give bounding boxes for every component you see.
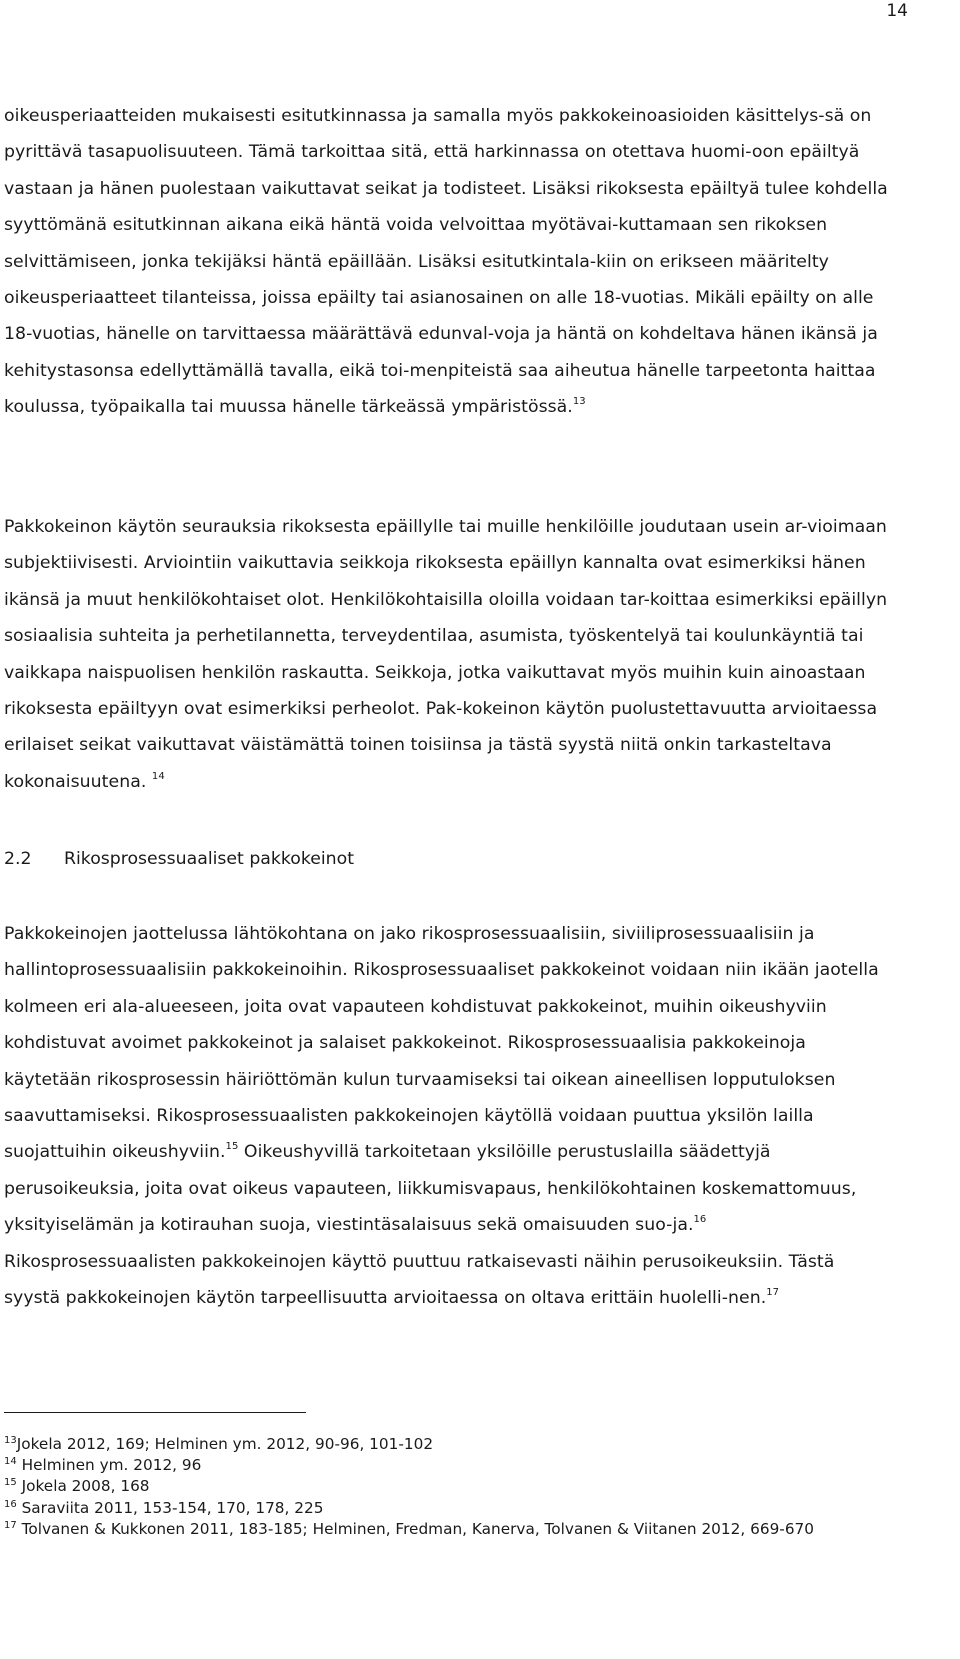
footnote-mark: 15 [4,1477,17,1489]
footnote-text: Saraviita 2011, 153-154, 170, 178, 225 [16,1498,324,1517]
paragraph-text: Pakkokeinojen jaottelussa lähtökohtana on jako rikosprosessuaalisiin, siviiliprosessuaalisiin ja hallintoprosessuaalisiin pakkokeinoihin. Rikosprosessuaaliset pakkokeinot voidaan niin ikään jaotella kolmeen eri ala-alueeseen, joita ovat vapauteen kohdistuvat pakkokeinot, muihin oikeushyviin kohdistuvat avoimet pakkokeinot ja salaiset pakkokeinot. Rikosprosessuaalisia pakkokeinoja käytetään rikosprosessin häiriöttömän kulun turvaamiseksi tai oikean aineellisen lopputuloksen saavuttamiseksi. Rikosprosessuaalisten pakkokeinojen käytöllä voidaan puuttua yksilön lailla suojattuihin oikeushyviin. [4,924,879,1163]
footnote-mark: 16 [4,1498,17,1510]
footnote [4,1434,894,1455]
footnote-text: Jokela 2008, 168 [16,1477,150,1496]
section-number: 2.2 [4,849,32,869]
body-paragraph [4,916,894,1316]
body-paragraph [4,98,894,426]
paragraph-text: Oikeushyvillä tarkoitetaan yksilöille perustuslailla säädettyjä perusoikeuksia, joita ovat oikeus vapauteen, liikkumisvapaus, henkilökohtainen koskemattomuus, yksityiselämän ja kotirauhan suoja, viestintäsalaisuus sekä omaisuuden suo-ja. [4,1142,857,1236]
footnote-text: Jokela 2012, 169; Helminen ym. 2012, 90-96, 101-102 [16,1435,434,1453]
footnote [4,1498,894,1519]
footnote-reference: 16 [693,1214,707,1226]
footnote-mark: 13 [4,1435,17,1446]
body-paragraph [4,509,894,800]
footnote-reference: 17 [766,1287,780,1299]
footnote-divider [4,1412,306,1413]
footnote-reference: 15 [225,1141,239,1153]
section-title: Rikosprosessuaaliset pakkokeinot [64,849,354,869]
footnote [4,1455,894,1476]
footnote-text: Tolvanen & Kukkonen 2011, 183-185; Helminen, Fredman, Kanerva, Tolvanen & Viitanen 2012, 669-670 [16,1519,815,1538]
page-number: 14 [886,1,908,21]
footnote-reference: 14 [151,770,165,782]
footnote-mark: 17 [4,1519,17,1531]
footnote [4,1476,894,1497]
paragraph-text: Pakkokeinon käytön seurauksia rikoksesta epäillylle tai muille henkilöille joudutaan usein ar-vioimaan subjektiivisesti. Arviointiin vaikuttavia seikkoja rikoksesta epäillyn kannalta ovat esimerkiksi hänen ikänsä ja muut henkilökohtaiset olot. Henkilökohtaisilla oloilla voidaan tar-koittaa esimerkiksi epäillyn sosiaalisia suhteita ja perhetilannetta, terveydentilaa, asumista, työskentelyä tai koulunkäyntiä tai vaikkapa naispuolisen henkilön raskautta. Seikkoja, jotka vaikuttavat myös muihin kuin ainoastaan rikoksesta epäiltyyn ovat esimerkiksi perheolot. Pak-kokeinon käytön puolustettavuutta arvioitaessa erilaiset seikat vaikuttavat väistämättä toinen toisiinsa ja tästä syystä niitä onkin tarkasteltava kokonaisuutena. [4,517,888,792]
footnotes [4,1434,894,1540]
paragraph-text: Rikosprosessuaalisten pakkokeinojen käyttö puuttuu ratkaisevasti näihin perusoikeuksiin. Tästä syystä pakkokeinojen käytön tarpeellisuutta arvioitaessa on oltava erittäin huolelli-nen. [4,1251,835,1309]
footnote-mark: 14 [4,1456,17,1468]
footnote-reference: 13 [572,396,586,408]
footnote [4,1519,894,1540]
section-heading [4,847,354,871]
footnote-text: Helminen ym. 2012, 96 [16,1456,202,1475]
paragraph-text: oikeusperiaatteiden mukaisesti esitutkinnassa ja samalla myös pakkokeinoasioiden käsittelys-sä on pyrittävä tasapuolisuuteen. Tämä tarkoittaa sitä, että harkinnassa on otettava huomi-oon epäiltyä vastaan ja hänen puolestaan vaikuttavat seikat ja todisteet. Lisäksi rikoksesta epäiltyä tulee kohdella syyttömänä esitutkinnan aikana eikä häntä voida velvoittaa myötävai-kuttamaan sen rikoksen selvittämiseen, jonka tekijäksi häntä epäillään. Lisäksi esitutkintala-kiin on erikseen määritelty oikeusperiaatteet tilanteissa, joissa epäilty tai asianosainen on alle 18-vuotias. Mikäli epäilty on alle 18-vuotias, hänelle on tarvittaessa määrättävä edunval-voja ja häntä on kohdeltava hänen ikänsä ja kehitystasonsa edellyttämällä tavalla, eikä toi-menpiteistä saa aiheutua hänelle tarpeetonta haittaa koulussa, työpaikalla tai muussa hänelle tärkeässä ympäristössä. [4,106,888,418]
